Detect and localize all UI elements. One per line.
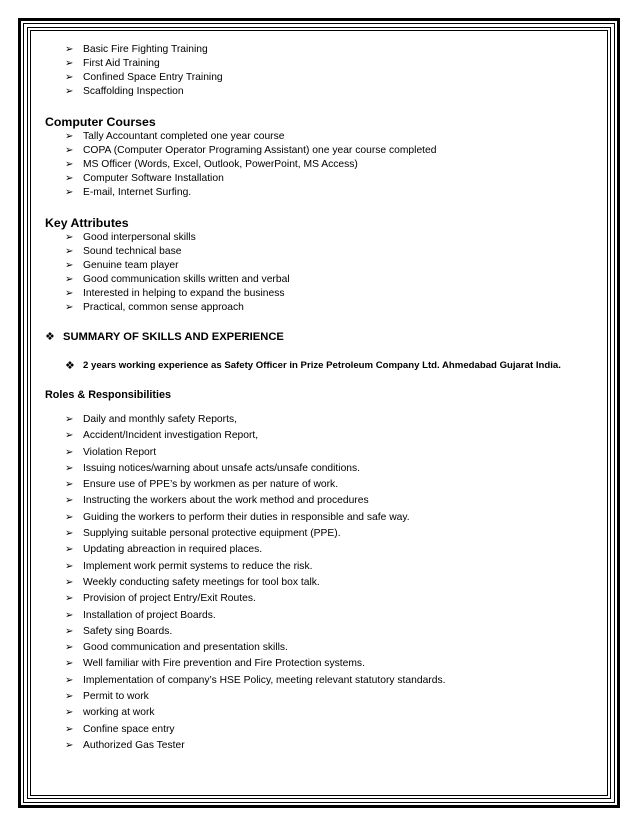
resume-content (45, 43, 600, 754)
arrow-bullet-icon: ➢ (65, 674, 74, 686)
list-item-text: COPA (Computer Operator Programing Assistant) one year course completed (83, 145, 437, 156)
list-item (65, 71, 600, 85)
list-item-text: Implementation of company’s HSE Policy, meeting relevant statutory standards. (83, 674, 446, 686)
arrow-bullet-icon: ➢ (65, 232, 74, 243)
arrow-bullet-icon: ➢ (65, 495, 74, 507)
arrow-bullet-icon: ➢ (65, 302, 74, 313)
list-item-text: Permit to work (83, 691, 149, 703)
diamond-bullet-icon: ❖ (45, 331, 55, 343)
experience-line (45, 359, 600, 373)
list-item-text: Good communication skills written and verbal (83, 274, 290, 285)
list-item-text: Daily and monthly safety Reports, (83, 414, 237, 425)
list-item (65, 477, 600, 493)
list-item (65, 412, 600, 428)
training-list (45, 43, 600, 99)
list-item-text: Implement work permit systems to reduce the risk. (83, 560, 313, 572)
list-item (65, 510, 600, 526)
list-item (65, 722, 600, 738)
arrow-bullet-icon: ➢ (65, 479, 74, 491)
arrow-bullet-icon: ➢ (65, 414, 74, 425)
arrow-bullet-icon: ➢ (65, 560, 74, 572)
list-item (65, 273, 600, 287)
diamond-bullet-icon: ❖ (65, 360, 75, 372)
arrow-bullet-icon: ➢ (65, 723, 74, 735)
list-item-text: Sound technical base (83, 246, 182, 257)
list-item-text: Provision of project Entry/Exit Routes. (83, 593, 256, 605)
list-item-text: Tally Accountant completed one year course (83, 131, 285, 142)
list-item-text: Instructing the workers about the work method and procedures (83, 495, 369, 507)
list-item-text: Issuing notices/warning about unsafe acts/unsafe conditions. (83, 462, 361, 474)
list-item-text: Updating abreaction in required places. (83, 544, 263, 556)
list-item-text: Guiding the workers to perform their duties in responsible and safe way. (83, 511, 410, 523)
list-item (65, 287, 600, 301)
list-item (65, 705, 600, 721)
summary-heading (45, 329, 600, 345)
list-item-text: Basic Fire Fighting Training (83, 44, 208, 55)
list-item-text: Scaffolding Inspection (83, 86, 184, 97)
list-item (65, 559, 600, 575)
list-item-text: Practical, common sense approach (83, 302, 244, 313)
list-item-text: Interested in helping to expand the business (83, 288, 285, 299)
list-item-text: Safety sing Boards. (83, 625, 173, 637)
list-item-text: Installation of project Boards. (83, 609, 216, 621)
arrow-bullet-icon: ➢ (65, 44, 74, 55)
list-item (65, 85, 600, 99)
list-item (65, 493, 600, 509)
arrow-bullet-icon: ➢ (65, 625, 74, 637)
list-item (65, 608, 600, 624)
list-item (65, 259, 600, 273)
list-item-text: Computer Software Installation (83, 173, 224, 184)
list-item (65, 245, 600, 259)
list-item-text: Ensure use of PPE’s by workmen as per nature of work. (83, 479, 339, 491)
arrow-bullet-icon: ➢ (65, 446, 74, 458)
key-attributes-list (45, 231, 600, 315)
list-item (65, 172, 600, 186)
list-item-text: Supplying suitable personal protective equipment (PPE). (83, 528, 341, 540)
list-item (65, 689, 600, 705)
arrow-bullet-icon: ➢ (65, 173, 74, 184)
summary-heading-text: SUMMARY OF SKILLS AND EXPERIENCE (63, 331, 284, 343)
arrow-bullet-icon: ➢ (65, 576, 74, 588)
arrow-bullet-icon: ➢ (65, 58, 74, 69)
list-item (65, 591, 600, 607)
arrow-bullet-icon: ➢ (65, 159, 74, 170)
arrow-bullet-icon: ➢ (65, 131, 74, 142)
list-item (65, 158, 600, 172)
arrow-bullet-icon: ➢ (65, 462, 74, 474)
list-item-text: First Aid Training (83, 58, 160, 69)
list-item-text: Authorized Gas Tester (83, 739, 185, 751)
roles-list (45, 412, 600, 754)
arrow-bullet-icon: ➢ (65, 86, 74, 97)
arrow-bullet-icon: ➢ (65, 691, 74, 703)
computer-courses-list (45, 130, 600, 200)
list-item-text: Confine space entry (83, 723, 175, 735)
arrow-bullet-icon: ➢ (65, 609, 74, 621)
list-item (65, 542, 600, 558)
list-item (65, 738, 600, 754)
list-item (65, 231, 600, 245)
computer-courses-heading: Computer Courses (45, 115, 156, 129)
list-item-text: Good interpersonal skills (83, 232, 196, 243)
arrow-bullet-icon: ➢ (65, 642, 74, 654)
roles-heading: Roles & Responsibilities (45, 389, 171, 401)
list-item (65, 461, 600, 477)
arrow-bullet-icon: ➢ (65, 430, 74, 442)
arrow-bullet-icon: ➢ (65, 145, 74, 156)
arrow-bullet-icon: ➢ (65, 511, 74, 523)
arrow-bullet-icon: ➢ (65, 739, 74, 751)
list-item-text: E-mail, Internet Surfing. (83, 187, 192, 198)
list-item (65, 575, 600, 591)
list-item (65, 656, 600, 672)
list-item-text: working at work (83, 707, 155, 719)
arrow-bullet-icon: ➢ (65, 658, 74, 670)
list-item-text: Confined Space Entry Training (83, 72, 223, 83)
list-item (65, 445, 600, 461)
list-item-text: MS Officer (Words, Excel, Outlook, PowerPoint, MS Access) (83, 159, 358, 170)
list-item (65, 673, 600, 689)
list-item (65, 130, 600, 144)
arrow-bullet-icon: ➢ (65, 274, 74, 285)
list-item-text: Well familiar with Fire prevention and Fire Protection systems. (83, 658, 365, 670)
list-item (65, 43, 600, 57)
list-item (65, 428, 600, 444)
arrow-bullet-icon: ➢ (65, 707, 74, 719)
experience-text: 2 years working experience as Safety Officer in Prize Petroleum Company Ltd. Ahmedabad Gujarat India. (83, 360, 561, 371)
list-item (65, 624, 600, 640)
arrow-bullet-icon: ➢ (65, 288, 74, 299)
list-item-text: Weekly conducting safety meetings for tool box talk. (83, 576, 320, 588)
list-item (65, 301, 600, 315)
arrow-bullet-icon: ➢ (65, 72, 74, 83)
list-item (65, 640, 600, 656)
list-item-text: Good communication and presentation skills. (83, 642, 288, 654)
arrow-bullet-icon: ➢ (65, 593, 74, 605)
list-item (65, 186, 600, 200)
list-item (65, 526, 600, 542)
list-item (65, 144, 600, 158)
list-item-text: Genuine team player (83, 260, 179, 271)
list-item (65, 57, 600, 71)
arrow-bullet-icon: ➢ (65, 260, 74, 271)
arrow-bullet-icon: ➢ (65, 544, 74, 556)
arrow-bullet-icon: ➢ (65, 528, 74, 540)
list-item-text: Accident/Incident investigation Report, (83, 430, 259, 442)
key-attributes-heading: Key Attributes (45, 216, 129, 230)
list-item-text: Violation Report (83, 446, 157, 458)
arrow-bullet-icon: ➢ (65, 187, 74, 198)
arrow-bullet-icon: ➢ (65, 246, 74, 257)
